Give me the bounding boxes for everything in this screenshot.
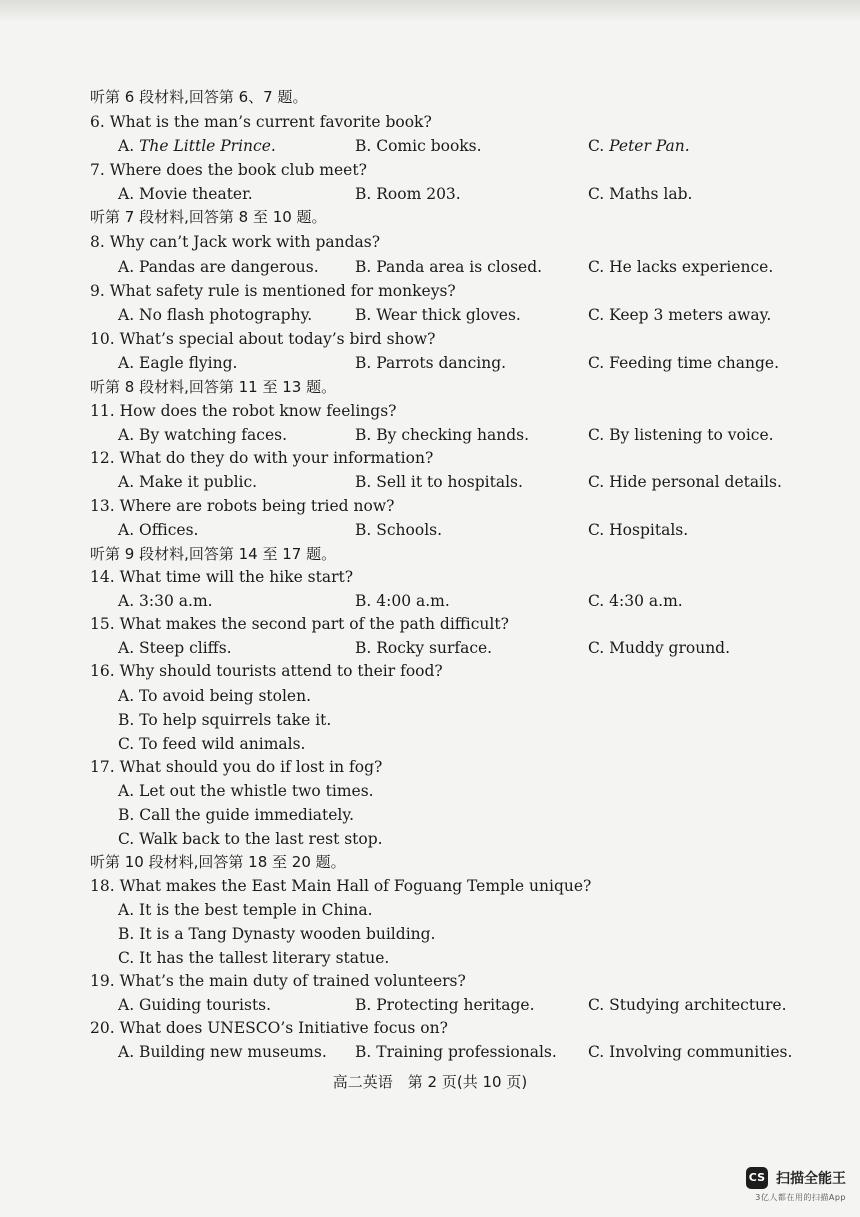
section-heading-8: 听第 8 段材料,回答第 11 至 13 题。	[90, 378, 337, 396]
question-15: 15. What makes the second part of the path difficult?	[90, 615, 509, 633]
question-17: 17. What should you do if lost in fog?	[90, 758, 383, 776]
option-9c: C. Keep 3 meters away.	[588, 306, 772, 324]
option-18b: B. It is a Tang Dynasty wooden building.	[118, 925, 436, 943]
option-20c: C. Involving communities.	[588, 1043, 793, 1061]
question-18: 18. What makes the East Main Hall of Foguang Temple unique?	[90, 877, 592, 895]
option-7a: A. Movie theater.	[118, 185, 253, 203]
option-15b: B. Rocky surface.	[355, 639, 493, 657]
option-15a: A. Steep cliffs.	[118, 639, 232, 657]
option-20b: B. Training professionals.	[355, 1043, 557, 1061]
option-14b: B. 4:00 a.m.	[355, 592, 450, 610]
option-12a: A. Make it public.	[118, 473, 258, 491]
page-footer: 高二英语 第 2 页(共 10 页)	[332, 1073, 528, 1091]
option-8c: C. He lacks experience.	[588, 258, 774, 276]
option-9a: A. No flash photography.	[118, 306, 313, 324]
option-18a: A. It is the best temple in China.	[118, 901, 373, 919]
section-heading-9: 听第 9 段材料,回答第 14 至 17 题。	[90, 545, 337, 563]
option-13b: B. Schools.	[355, 521, 443, 539]
option-19b: B. Protecting heritage.	[355, 996, 535, 1014]
question-9: 9. What safety rule is mentioned for monkeys?	[90, 282, 456, 300]
option-9b: B. Wear thick gloves.	[355, 306, 521, 324]
option-6c: C. Peter Pan.	[588, 137, 690, 155]
question-12: 12. What do they do with your information?	[90, 449, 434, 467]
option-18c: C. It has the tallest literary statue.	[118, 949, 390, 967]
option-20a: A. Building new museums.	[118, 1043, 327, 1061]
option-11a: A. By watching faces.	[118, 426, 288, 444]
option-16c: C. To feed wild animals.	[118, 735, 306, 753]
option-11c: C. By listening to voice.	[588, 426, 774, 444]
option-13a: A. Offices.	[118, 521, 199, 539]
option-17b: B. Call the guide immediately.	[118, 806, 355, 824]
option-6a: A. The Little Prince.	[118, 137, 276, 155]
option-7c: C. Maths lab.	[588, 185, 693, 203]
option-16a: A. To avoid being stolen.	[118, 687, 312, 705]
question-11: 11. How does the robot know feelings?	[90, 402, 397, 420]
option-17a: A. Let out the whistle two times.	[118, 782, 374, 800]
question-8: 8. Why can’t Jack work with pandas?	[90, 233, 381, 251]
option-14a: A. 3:30 a.m.	[118, 592, 213, 610]
option-12c: C. Hide personal details.	[588, 473, 782, 491]
option-11b: B. By checking hands.	[355, 426, 530, 444]
scan-top-shadow	[0, 0, 860, 22]
option-8a: A. Pandas are dangerous.	[118, 258, 319, 276]
option-13c: C. Hospitals.	[588, 521, 689, 539]
option-10a: A. Eagle flying.	[118, 354, 238, 372]
option-17c: C. Walk back to the last rest stop.	[118, 830, 383, 848]
option-19a: A. Guiding tourists.	[118, 996, 272, 1014]
option-6b: B. Comic books.	[355, 137, 482, 155]
question-10: 10. What’s special about today’s bird show?	[90, 330, 436, 348]
option-10c: C. Feeding time change.	[588, 354, 780, 372]
option-10b: B. Parrots dancing.	[355, 354, 507, 372]
question-7: 7. Where does the book club meet?	[90, 161, 367, 179]
option-12b: B. Sell it to hospitals.	[355, 473, 523, 491]
watermark-brand: 扫描全能王	[776, 1171, 846, 1187]
option-14c: C. 4:30 a.m.	[588, 592, 683, 610]
camscanner-logo-icon: CS	[746, 1167, 768, 1189]
option-8b: B. Panda area is closed.	[355, 258, 543, 276]
question-13: 13. Where are robots being tried now?	[90, 497, 395, 515]
question-19: 19. What’s the main duty of trained volunteers?	[90, 972, 466, 990]
section-heading-7: 听第 7 段材料,回答第 8 至 10 题。	[90, 208, 327, 226]
section-heading-6: 听第 6 段材料,回答第 6、7 题。	[90, 88, 308, 106]
section-heading-10: 听第 10 段材料,回答第 18 至 20 题。	[90, 853, 346, 871]
option-19c: C. Studying architecture.	[588, 996, 787, 1014]
watermark-slogan: 3亿人都在用的扫描App	[755, 1193, 846, 1202]
question-20: 20. What does UNESCO’s Initiative focus on?	[90, 1019, 448, 1037]
option-16b: B. To help squirrels take it.	[118, 711, 332, 729]
option-7b: B. Room 203.	[355, 185, 461, 203]
scanner-watermark	[746, 1167, 846, 1203]
question-16: 16. Why should tourists attend to their food?	[90, 662, 443, 680]
question-14: 14. What time will the hike start?	[90, 568, 354, 586]
question-6: 6. What is the man’s current favorite book?	[90, 113, 432, 131]
option-15c: C. Muddy ground.	[588, 639, 731, 657]
